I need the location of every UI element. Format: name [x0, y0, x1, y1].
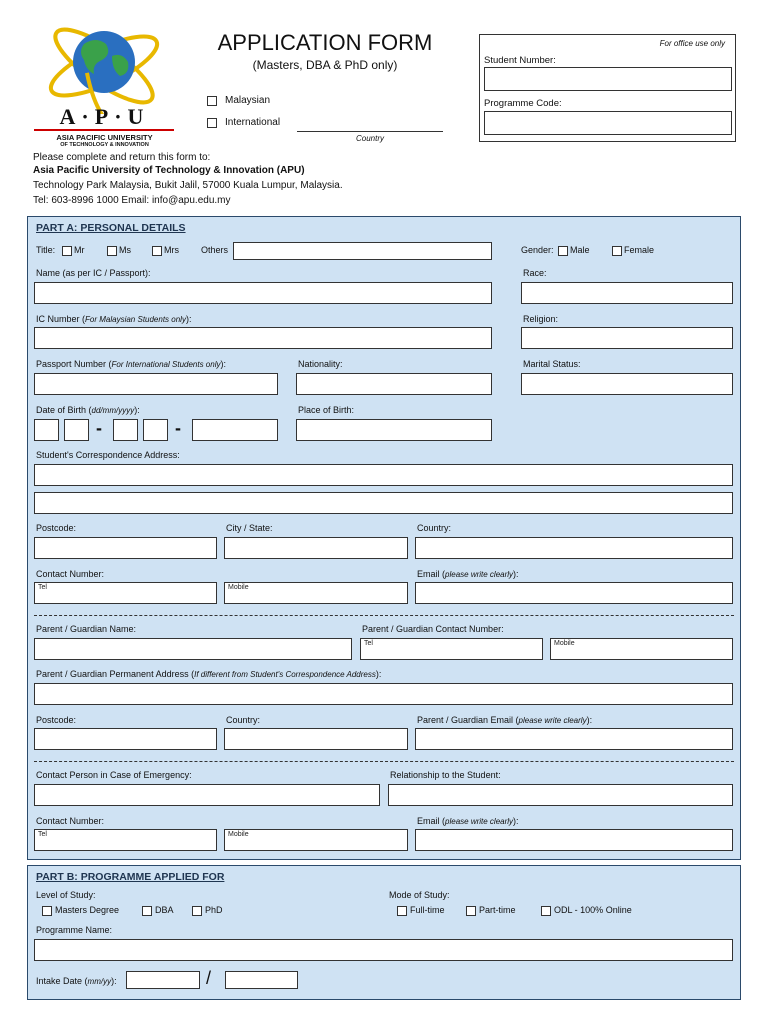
- logo-letters: A·P·U: [59, 104, 150, 129]
- mr-checkbox[interactable]: [62, 246, 72, 256]
- female-checkbox[interactable]: [612, 246, 622, 256]
- tel2-caption: Tel: [38, 831, 47, 838]
- form-title: APPLICATION FORM: [217, 30, 433, 55]
- pob-label: Place of Birth:: [298, 405, 355, 415]
- intake-month-field[interactable]: [126, 971, 200, 989]
- malaysian-checkbox[interactable]: [207, 96, 217, 106]
- country2-label: Country:: [226, 715, 261, 725]
- race-field[interactable]: [521, 282, 733, 304]
- phd-checkbox[interactable]: [192, 906, 202, 916]
- passport-label: Passport Number (For International Students only):: [36, 359, 226, 369]
- country-label: Country:: [417, 523, 452, 533]
- intake-year-field[interactable]: [225, 971, 298, 989]
- divider-1: [34, 615, 734, 616]
- postcode-field[interactable]: [34, 537, 217, 559]
- marital-label: Marital Status:: [523, 359, 581, 369]
- guardian-name-label: Parent / Guardian Name:: [36, 624, 137, 634]
- mobile-caption: Mobile: [228, 584, 249, 591]
- malaysian-label: Malaysian: [225, 95, 271, 106]
- address-field-2[interactable]: [34, 492, 733, 514]
- odl-checkbox[interactable]: [541, 906, 551, 916]
- guardian-address-label: Parent / Guardian Permanent Address (If different from Student's Correspondence Address):: [36, 669, 382, 679]
- programme-field[interactable]: [34, 939, 733, 961]
- others-field[interactable]: [233, 242, 492, 260]
- race-label: Race:: [523, 268, 547, 278]
- title-label: Title:: [36, 245, 56, 255]
- dob-day1[interactable]: [34, 419, 59, 441]
- programme-code-field[interactable]: [484, 111, 732, 135]
- masters-checkbox[interactable]: [42, 906, 52, 916]
- tel-field[interactable]: [34, 582, 217, 604]
- postcode2-label: Postcode:: [36, 715, 77, 725]
- passport-field[interactable]: [34, 373, 278, 395]
- country-field[interactable]: [415, 537, 733, 559]
- return-line2: Asia Pacific University of Technology & Innovation (APU): [33, 165, 305, 176]
- mrs-checkbox[interactable]: [152, 246, 162, 256]
- dob-year[interactable]: [192, 419, 278, 441]
- email-label: Email (please write clearly):: [417, 569, 519, 579]
- dob-dash2: -: [175, 418, 181, 438]
- dob-month2[interactable]: [143, 419, 168, 441]
- nationality-label: Nationality:: [298, 359, 343, 369]
- guardian-mobile-caption: Mobile: [554, 640, 575, 647]
- country-caption: Country: [356, 134, 385, 143]
- guardian-email-label: Parent / Guardian Email (please write clearly):: [417, 715, 593, 725]
- return-line1: Please complete and return this form to:: [33, 152, 211, 163]
- name-label: Name (as per IC / Passport):: [36, 268, 151, 278]
- mobile2-field[interactable]: [224, 829, 408, 851]
- contact2-label: Contact Number:: [36, 816, 105, 826]
- emergency-label: Contact Person in Case of Emergency:: [36, 770, 192, 780]
- logo-university-sub: OF TECHNOLOGY & INNOVATION: [60, 142, 149, 148]
- apu-logo: [32, 14, 177, 148]
- guardian-email-field[interactable]: [415, 728, 733, 750]
- divider-2: [34, 761, 734, 762]
- ms-label: Ms: [119, 245, 131, 255]
- guardian-address-field[interactable]: [34, 683, 733, 705]
- email-field[interactable]: [415, 582, 733, 604]
- student-number-field[interactable]: [484, 67, 732, 91]
- email2-field[interactable]: [415, 829, 733, 851]
- intake-slash: /: [206, 968, 212, 988]
- guardian-name-field[interactable]: [34, 638, 352, 660]
- office-use-box: [479, 34, 736, 142]
- religion-field[interactable]: [521, 327, 733, 349]
- dob-day2[interactable]: [64, 419, 89, 441]
- mrs-label: Mrs: [164, 245, 179, 255]
- ic-label: IC Number (For Malaysian Students only):: [36, 314, 192, 324]
- email2-label: Email (please write clearly):: [417, 816, 519, 826]
- intake-label: Intake Date (mm/yy):: [36, 976, 117, 986]
- tel2-field[interactable]: [34, 829, 217, 851]
- international-label: International: [225, 117, 281, 128]
- marital-field[interactable]: [521, 373, 733, 395]
- part-b-title: PART B: PROGRAMME APPLIED FOR: [36, 871, 225, 883]
- tel-caption: Tel: [38, 584, 47, 591]
- fulltime-checkbox[interactable]: [397, 906, 407, 916]
- logo-university-name: ASIA PACIFIC UNIVERSITY: [56, 133, 153, 142]
- globe-logo-icon: [32, 14, 177, 114]
- ms-checkbox[interactable]: [107, 246, 117, 256]
- office-caption: For office use only: [659, 39, 725, 48]
- pob-field[interactable]: [296, 419, 492, 441]
- parttime-checkbox[interactable]: [466, 906, 476, 916]
- dba-checkbox[interactable]: [142, 906, 152, 916]
- relationship-field[interactable]: [388, 784, 733, 806]
- dob-label: Date of Birth (dd/mm/yyyy):: [36, 405, 140, 415]
- guardian-contact-label: Parent / Guardian Contact Number:: [362, 624, 504, 634]
- student-number-label: Student Number:: [484, 55, 556, 66]
- address-field-1[interactable]: [34, 464, 733, 486]
- odl-label: ODL - 100% Online: [554, 905, 632, 915]
- male-checkbox[interactable]: [558, 246, 568, 256]
- guardian-mobile-field[interactable]: [550, 638, 733, 660]
- dba-label: DBA: [155, 905, 174, 915]
- level-label: Level of Study:: [36, 890, 96, 900]
- city-state-field[interactable]: [224, 537, 408, 559]
- ic-field[interactable]: [34, 327, 492, 349]
- fulltime-label: Full-time: [410, 905, 445, 915]
- emergency-field[interactable]: [34, 784, 380, 806]
- dob-month1[interactable]: [113, 419, 138, 441]
- part-a-title: PART A: PERSONAL DETAILS: [36, 222, 186, 234]
- guardian-tel-caption: Tel: [364, 640, 373, 647]
- name-field[interactable]: [34, 282, 492, 304]
- contact-label: Contact Number:: [36, 569, 105, 579]
- masters-label: Masters Degree: [55, 905, 120, 915]
- programme-label: Programme Name:: [36, 925, 113, 935]
- logo-red-line: [34, 129, 174, 131]
- female-label: Female: [624, 245, 655, 255]
- postcode-label: Postcode:: [36, 523, 77, 533]
- mode-label: Mode of Study:: [389, 890, 450, 900]
- mr-label: Mr: [74, 245, 85, 255]
- religion-label: Religion:: [523, 314, 559, 324]
- male-label: Male: [570, 245, 590, 255]
- form-subtitle: (Masters, DBA & PhD only): [252, 58, 398, 72]
- relationship-label: Relationship to the Student:: [390, 770, 501, 780]
- international-checkbox[interactable]: [207, 118, 217, 128]
- parttime-label: Part-time: [479, 905, 516, 915]
- others-label: Others: [201, 245, 229, 255]
- return-line3: Technology Park Malaysia, Bukit Jalil, 57000 Kuala Lumpur, Malaysia.: [33, 180, 343, 191]
- postcode2-field[interactable]: [34, 728, 217, 750]
- address-label: Student's Correspondence Address:: [36, 450, 180, 460]
- phd-label: PhD: [205, 905, 223, 915]
- guardian-tel-field[interactable]: [360, 638, 543, 660]
- dob-dash1: -: [96, 418, 102, 438]
- city-state-label: City / State:: [226, 523, 273, 533]
- gender-label: Gender:: [521, 245, 554, 255]
- nationality-field[interactable]: [296, 373, 492, 395]
- country-underline[interactable]: [297, 131, 443, 132]
- country2-field[interactable]: [224, 728, 408, 750]
- mobile-field[interactable]: [224, 582, 408, 604]
- mobile2-caption: Mobile: [228, 831, 249, 838]
- programme-code-label: Programme Code:: [484, 98, 562, 109]
- return-line4: Tel: 603-8996 1000 Email: info@apu.edu.my: [33, 195, 231, 206]
